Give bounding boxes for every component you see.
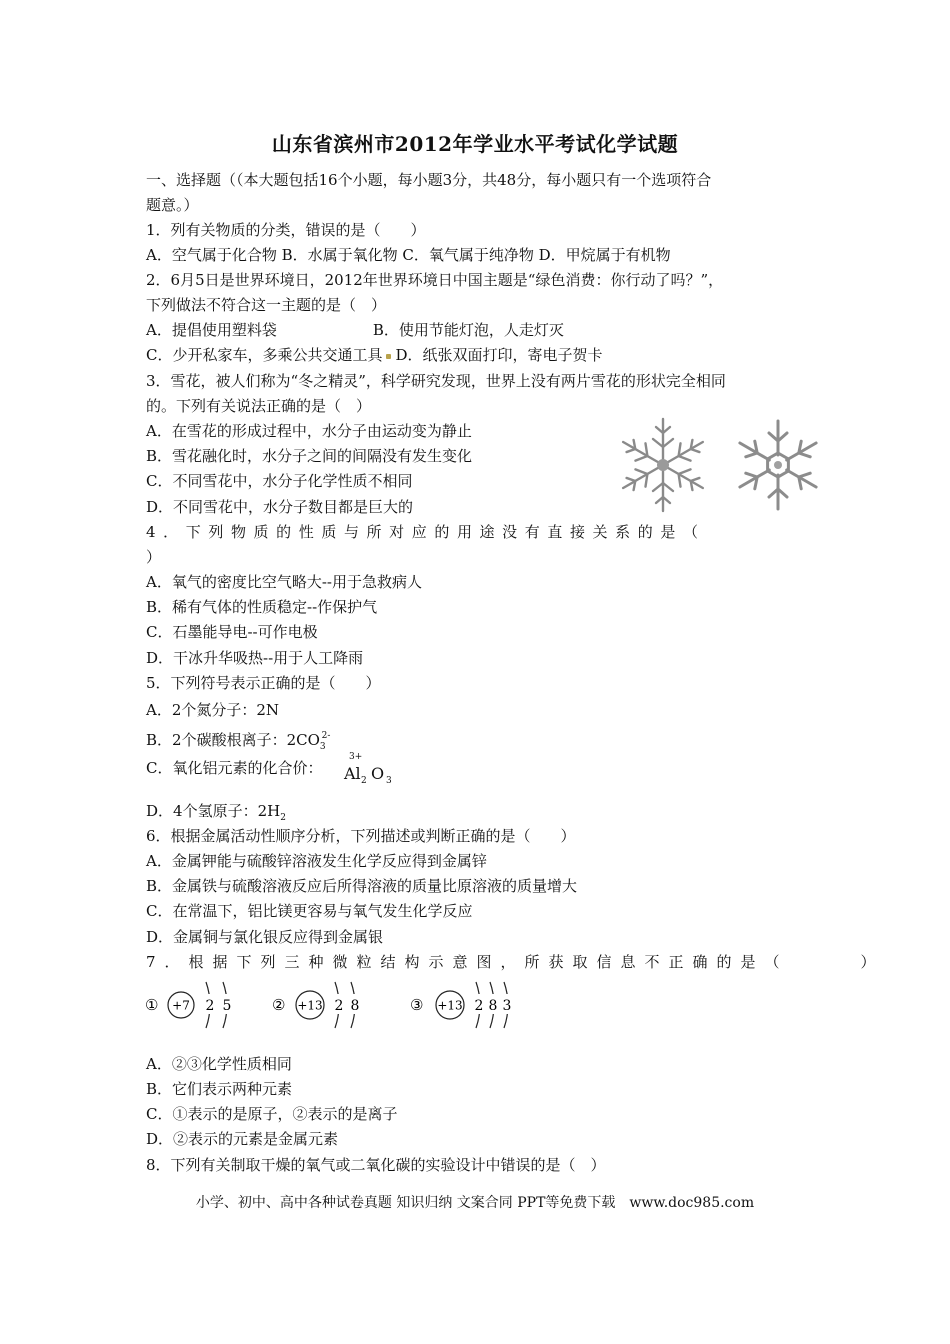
q5-option-d [146, 801, 286, 828]
q2-option-a: A．提倡使用塑料袋 [146, 321, 277, 339]
q1-stem: 1．列有关物质的分类，错误的是（ ） [146, 221, 426, 239]
q6-stem: 6．根据金属活动性顺序分析，下列描述或判断正确的是（ ） [146, 827, 576, 845]
q2-stem-line2: 下列做法不符合这一主题的是（ ） [146, 296, 387, 314]
q5-option-a: A．2个氮分子：2N [146, 701, 280, 719]
q2-option-b: B．使用节能灯泡，人走灯灭 [372, 321, 564, 339]
page-footer: 小学、初中、高中各种试卷真题 知识归纳 文案合同 PPT等免费下载 www.doc985.com [195, 1195, 755, 1211]
formula-element-al: Al [344, 764, 361, 783]
q5-option-b [146, 726, 330, 757]
q7-stem: 7．根据下列三种微粒结构示意图，所获取信息不正确的是（ ） [146, 953, 885, 971]
particle-3-label: ③ [410, 996, 424, 1014]
q2-stem-line1: 2．6月5日是世界环境日，2012年世界环境日中国主题是“绿色消费：你行动了吗？”， [146, 271, 724, 289]
q8-stem: 8．下列有关制取干燥的氧气或二氧化碳的实验设计中错误的是（ ） [146, 1156, 606, 1174]
particle-2-shell-1: 2 [334, 998, 344, 1014]
q5-option-c: C．氧化铝元素的化合价： [146, 759, 323, 777]
bullet-dot [386, 354, 391, 359]
formula-subscript-1: 2 [361, 776, 367, 786]
particle-1-label: ① [145, 996, 159, 1014]
valence-label: 3+ [349, 752, 363, 762]
page-title: 山东省滨州市2012年学业水平考试化学试题 [271, 132, 679, 156]
q5-option-b-superscript: 2- [321, 731, 331, 741]
q2-options-cd [146, 345, 603, 365]
q2-options-ab [146, 320, 564, 340]
q5-stem: 5．下列符号表示正确的是（ ） [146, 674, 381, 692]
q4-option-b: B．稀有气体的性质稳定--作保护气 [146, 598, 378, 616]
q3-stem-line1: 3．雪花，被人们称为“冬之精灵”，科学研究发现，世界上没有两片雪花的形状完全相同 [146, 372, 726, 390]
q4-stem-line1: 4．下列物质的性质与所对应的用途没有直接关系的是（ [146, 523, 706, 541]
particle-3-shell-1: 2 [474, 998, 484, 1014]
q3-stem-line2: 的。下列有关说法正确的是（ ） [146, 397, 372, 415]
particle-diagram-1 [143, 978, 243, 1030]
particle-3-nucleus: +13 [437, 998, 463, 1013]
q3-option-d: D．不同雪花中，水分子数目都是巨大的 [146, 498, 414, 516]
section-heading-line2: 题意。） [146, 196, 199, 214]
particle-1-shell-2: 5 [222, 998, 232, 1014]
q6-option-c: C．在常温下，铝比镁更容易与氧气发生化学反应 [146, 902, 473, 920]
q7-option-d: D．②表示的元素是金属元素 [146, 1130, 339, 1148]
q5-option-b-subscript: 3 [319, 742, 326, 752]
particle-2-nucleus: +13 [297, 998, 323, 1013]
q5-option-d-subscript: 2 [280, 813, 286, 823]
particle-3-shell-2: 8 [488, 998, 498, 1014]
q2-option-d: D．纸张双面打印，寄电子贺卡 [395, 346, 603, 364]
q3-option-b: B．雪花融化时，水分子之间的间隔没有发生变化 [146, 447, 473, 465]
q6-option-b: B．金属铁与硫酸溶液反应后所得溶液的质量比原溶液的质量增大 [146, 877, 578, 895]
q5-option-d-text: D．4个氢原子：2H [146, 802, 281, 820]
q6-option-d: D．金属铜与氯化银反应得到金属银 [146, 928, 384, 946]
section-heading-line1: 一、选择题（（本大题包括16个小题，每小题3分，共48分，每小题只有一个选项符合 [146, 171, 712, 189]
q6-option-a: A．金属钾能与硫酸锌溶液发生化学反应得到金属锌 [146, 852, 487, 870]
particle-3-shell-3: 3 [502, 998, 512, 1014]
q7-option-a: A．②③化学性质相同 [146, 1055, 292, 1073]
q4-option-a: A．氧气的密度比空气略大--用于急救病人 [146, 573, 422, 591]
particle-2-shell-2: 8 [350, 998, 360, 1014]
formula-subscript-2: 3 [386, 776, 392, 786]
q5-option-b-text: B．2个碳酸根离子：2CO [146, 731, 320, 749]
q7-option-b: B．它们表示两种元素 [146, 1080, 293, 1098]
q2-option-c: C．少开私家车，多乘公共交通工具 [146, 346, 383, 364]
q3-option-c: C．不同雪花中，水分子化学性质不相同 [146, 472, 413, 490]
particle-2-label: ② [272, 996, 286, 1014]
formula-element-o: O [371, 764, 385, 783]
particle-1-nucleus: +7 [172, 998, 190, 1013]
q3-option-a: A．在雪花的形成过程中，水分子由运动变为静止 [146, 422, 472, 440]
particle-1-shell-1: 2 [205, 998, 215, 1014]
snowflake-image-2 [728, 415, 828, 515]
q4-option-c: C．石墨能导电--可作电极 [146, 623, 318, 641]
particle-diagram-3 [408, 978, 528, 1030]
q7-option-c: C．①表示的是原子，②表示的是离子 [146, 1105, 398, 1123]
q5-valence-formula [344, 752, 404, 788]
q4-stem-line2: ） [146, 548, 162, 566]
q1-options: A．空气属于化合物 B．水属于氧化物 C．氧气属于纯净物 D．甲烷属于有机物 [146, 246, 671, 264]
q4-option-d: D．干冰升华吸热--用于人工降雨 [146, 649, 364, 667]
snowflake-image-1 [608, 415, 718, 515]
particle-diagram-2 [270, 978, 370, 1030]
